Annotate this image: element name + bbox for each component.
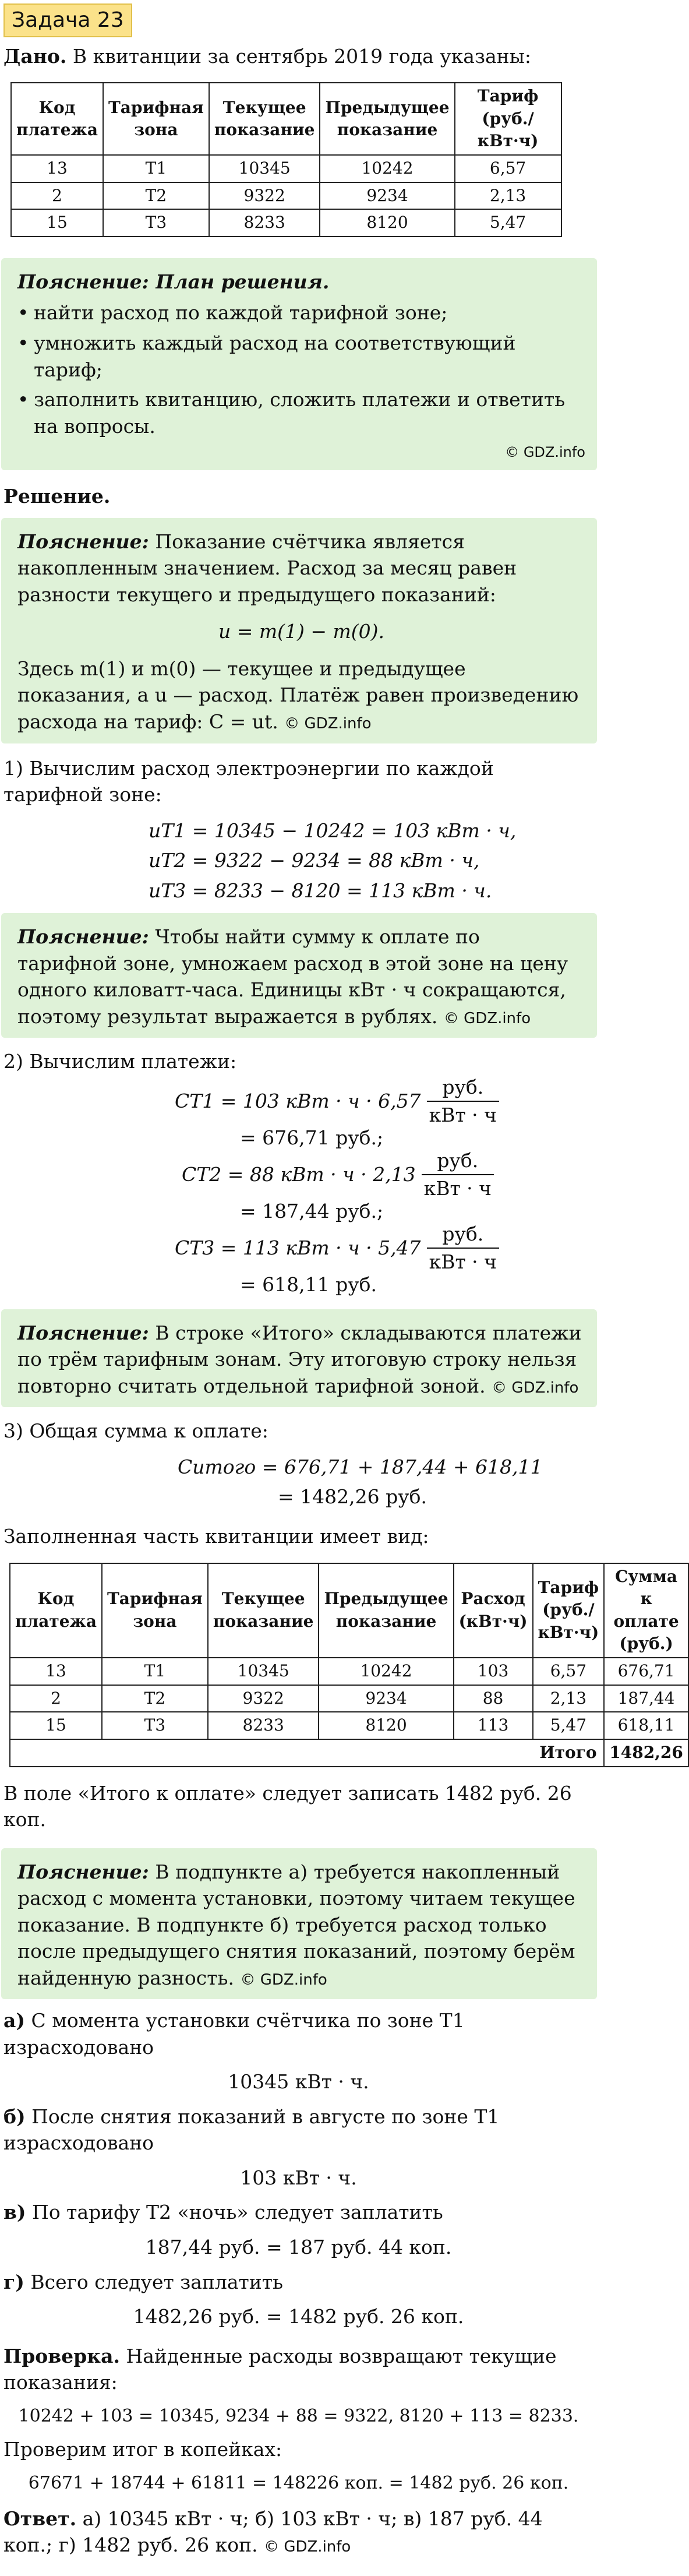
table-header-row	[11, 83, 561, 155]
table-cell: 187,44	[604, 1685, 688, 1712]
table-cell: 2,13	[533, 1685, 605, 1712]
unit-den: кВт · ч	[423, 1176, 492, 1200]
filled-label: Заполненная часть квитанции имеет вид:	[3, 1525, 429, 1548]
table-cell: 103	[454, 1658, 533, 1685]
answer-b-label: б)	[3, 2105, 26, 2128]
table-cell: Т2	[103, 182, 209, 210]
receipt-table-filled	[9, 1563, 689, 1767]
unit-fraction	[427, 1221, 499, 1275]
table-cell: 13	[10, 1658, 102, 1685]
table-cell-empty	[10, 1739, 533, 1767]
unit-fraction	[422, 1147, 494, 1201]
table-cell: 2,13	[455, 182, 561, 210]
table-row	[11, 182, 561, 210]
consumption-formula: u = m(1) − m(0).	[218, 620, 385, 643]
calc-line-t1: uТ1 = 10345 − 10242 = 103 кВт · ч,	[149, 819, 517, 842]
payment-t3-lhs: CТ3 = 113 кВт · ч · 5,47	[175, 1236, 421, 1260]
consumption-calc	[149, 817, 597, 904]
table-cell: 6,57	[533, 1658, 605, 1685]
given-label: Дано.	[3, 44, 67, 68]
answer-a	[3, 2007, 597, 2060]
plan-note	[1, 258, 597, 470]
field-text: В поле «Итого к оплате» следует записать 1482 руб. 26 коп.	[3, 1781, 572, 1831]
table-cell: 10345	[209, 155, 320, 182]
final-text: а) 10345 кВт · ч; б) 103 кВт · ч; в) 187 руб. 44 коп.; г) 1482 руб. 26 коп.	[3, 2507, 543, 2557]
table-row	[10, 1712, 688, 1739]
table-cell: 5,47	[533, 1712, 605, 1739]
table-cell: 2	[10, 1685, 102, 1712]
table-header-cell: Расход (кВт·ч)	[454, 1563, 533, 1658]
check-formula: 10242 + 103 = 10345, 9234 + 88 = 9322, 8120 + 113 = 8233.	[18, 2405, 579, 2426]
answer-a-text: С момента установки счётчика по зоне Т1 израсходовано	[3, 2009, 465, 2059]
table-cell: Т2	[102, 1685, 208, 1712]
table-cell: 676,71	[604, 1658, 688, 1685]
table-header-cell: Код платежа	[10, 1563, 102, 1658]
given-text: В квитанции за сентябрь 2019 года указаны:	[72, 44, 532, 68]
plan-item: • заполнить квитанцию, сложить платежи и ответить на вопросы.	[34, 386, 585, 439]
task-title: Задача 23	[3, 3, 132, 37]
table-cell: 8120	[319, 1712, 453, 1739]
check-text-2: Проверим итог в копейках:	[3, 2438, 282, 2461]
note-text: В подпункте а) требуется накопленный расход с момента установки, поэтому читаем текущее показание. В подпункте б) требуется расход только после предыдущего снятия показаний, поэтому берём найденную разность.	[17, 1860, 575, 1989]
table-header-cell: Сумма к оплате (руб.)	[604, 1563, 688, 1658]
table-cell: 113	[454, 1712, 533, 1739]
payment-t2-row	[175, 1149, 597, 1200]
given-paragraph	[3, 43, 597, 70]
step3-text: 3) Общая сумма к оплате:	[3, 1419, 268, 1443]
table-cell: 9322	[209, 182, 320, 210]
table-cell: 9322	[208, 1685, 319, 1712]
answer-v-text: По тарифу Т2 «ночь» следует заплатить	[32, 2201, 443, 2224]
unit-num: руб.	[422, 1147, 494, 1175]
calc-line-t3: uТ3 = 8233 − 8120 = 113 кВт · ч.	[149, 879, 492, 902]
table-header-cell: Текущее показание	[208, 1563, 319, 1658]
note-text: В строке «Итого» складываются платежи по трём тарифным зонам. Эту итоговую строку нельзя повторно считать отдельной тарифной зоной.	[17, 1321, 582, 1397]
table-row	[11, 209, 561, 237]
payment-t1-row	[175, 1076, 597, 1126]
table-cell: Т1	[102, 1658, 208, 1685]
check-formula-2: 67671 + 18744 + 61811 = 148226 коп. = 1482 руб. 26 коп.	[28, 2472, 569, 2493]
answer-g-text: Всего следует заплатить	[30, 2270, 284, 2293]
note-text: Показание счётчика является накопленным значением. Расход за месяц равен разности текущего и предыдущего показаний:	[17, 530, 517, 606]
final-answer	[3, 2505, 597, 2559]
check-text: Найденные расходы возвращают текущие показания:	[3, 2344, 557, 2394]
answer-g	[3, 2269, 597, 2296]
table-cell: 9234	[319, 1685, 453, 1712]
total-line-2: = 1482,26 руб.	[278, 1485, 427, 1509]
answer-b-value: 103 кВт · ч.	[240, 2166, 357, 2189]
table-cell: 5,47	[455, 209, 561, 237]
unit-den: кВт · ч	[429, 1103, 497, 1126]
note-label: Пояснение:	[17, 1860, 149, 1883]
table-cell: 15	[10, 1712, 102, 1739]
answer-g-value: 1482,26 руб. = 1482 руб. 26 коп.	[133, 2305, 464, 2328]
table-cell: 10242	[319, 1658, 453, 1685]
total-line-1: Cитого = 676,71 + 187,44 + 618,11	[178, 1455, 543, 1478]
table-header-cell: Предыдущее показание	[320, 83, 454, 155]
table-row	[10, 1685, 688, 1712]
payment-t1-result: = 676,71 руб.;	[240, 1126, 384, 1150]
table-header-cell: Текущее показание	[209, 83, 320, 155]
answer-b-text: После снятия показаний в августе по зоне Т1 израсходовано	[3, 2105, 500, 2155]
table-header-cell: Предыдущее показание	[319, 1563, 453, 1658]
table-row	[10, 1658, 688, 1685]
total-calc	[178, 1454, 597, 1510]
answer-v	[3, 2199, 597, 2226]
final-label: Ответ.	[3, 2507, 77, 2530]
table-total-row	[10, 1739, 688, 1767]
table-cell: 8233	[208, 1712, 319, 1739]
answer-v-value: 187,44 руб. = 187 руб. 44 коп.	[145, 2235, 452, 2258]
receipt-table-initial	[10, 82, 562, 237]
note-after-text: Здесь m(1) и m(0) — текущее и предыдущее показания, а u — расход. Платёж равен произведению расхода на тариф: C = ut.	[17, 657, 579, 733]
table-cell: 8233	[209, 209, 320, 237]
unit-num: руб.	[427, 1074, 499, 1102]
table-cell: Т3	[103, 209, 209, 237]
note-label: Пояснение:	[17, 530, 149, 553]
unit-den: кВт · ч	[429, 1250, 497, 1273]
table-cell: 9234	[320, 182, 454, 210]
answer-g-label: г)	[3, 2270, 24, 2293]
note-label: Пояснение:	[17, 1321, 149, 1344]
plan-item: • умножить каждый расход на соответствующий тариф;	[34, 330, 585, 383]
payment-t1-lhs: CТ1 = 103 кВт · ч · 6,57	[175, 1090, 421, 1113]
table-header-cell: Тариф (руб./кВт·ч)	[455, 83, 561, 155]
table-cell: 8120	[320, 209, 454, 237]
explanation-note-3	[1, 1309, 597, 1408]
check-paragraph	[3, 2343, 597, 2396]
note-credit: © GDZ.info	[240, 1971, 327, 1989]
explanation-note-2	[1, 913, 597, 1038]
table-cell: Т3	[102, 1712, 208, 1739]
table-cell: 618,11	[604, 1712, 688, 1739]
step1-text: 1) Вычислим расход электроэнергии по каждой тарифной зоне:	[3, 756, 494, 806]
total-value: 1482,26	[604, 1739, 688, 1767]
unit-fraction	[427, 1074, 499, 1128]
table-cell: 13	[11, 155, 103, 182]
total-label: Итого	[533, 1739, 605, 1767]
table-cell: Т1	[103, 155, 209, 182]
check-label: Проверка.	[3, 2344, 120, 2367]
table-cell: 10242	[320, 155, 454, 182]
note-credit: © GDZ.info	[284, 714, 372, 732]
table-cell: 6,57	[455, 155, 561, 182]
table-header-cell: Тарифная зона	[102, 1563, 208, 1658]
note-text: Чтобы найти сумму к оплате по тарифной зоне, умножаем расход в этой зоне на цену одного киловатт-часа. Единицы кВт · ч сокращаются, поэтому результат выражается в рублях.	[17, 925, 568, 1028]
table-header-cell: Код платежа	[11, 83, 103, 155]
payments-calc	[175, 1076, 597, 1301]
plan-label: Пояснение: План решения.	[17, 270, 330, 293]
solution-label: Решение.	[3, 485, 111, 508]
explanation-note-1	[1, 518, 597, 743]
table-header-cell: Тарифная зона	[103, 83, 209, 155]
note-label: Пояснение:	[17, 925, 149, 949]
table-row	[11, 155, 561, 182]
explanation-note-4	[1, 1848, 597, 2000]
plan-item: • найти расход по каждой тарифной зоне;	[34, 299, 585, 326]
table-cell: 15	[11, 209, 103, 237]
answer-v-label: в)	[3, 2201, 26, 2224]
payment-t2-result: = 187,44 руб.;	[240, 1200, 384, 1223]
note-credit: © GDZ.info	[492, 1379, 579, 1397]
answer-b	[3, 2103, 597, 2156]
plan-credit: © GDZ.info	[505, 444, 585, 461]
table-header-row	[10, 1563, 688, 1658]
plan-list	[17, 299, 585, 439]
step2-text: 2) Вычислим платежи:	[3, 1050, 237, 1073]
payment-t3-result: = 618,11 руб.	[240, 1273, 377, 1296]
table-cell: 88	[454, 1685, 533, 1712]
payment-t3-row	[175, 1222, 597, 1273]
answer-a-label: а)	[3, 2009, 25, 2032]
final-credit: © GDZ.info	[264, 2538, 351, 2556]
calc-line-t2: uТ2 = 9322 − 9234 = 88 кВт · ч,	[149, 849, 480, 872]
table-cell: 2	[11, 182, 103, 210]
table-header-cell: Тариф (руб./ кВт·ч)	[533, 1563, 605, 1658]
note-credit: © GDZ.info	[443, 1009, 531, 1027]
table-cell: 10345	[208, 1658, 319, 1685]
payment-t2-lhs: CТ2 = 88 кВт · ч · 2,13	[182, 1163, 416, 1186]
answer-a-value: 10345 кВт · ч.	[228, 2070, 369, 2094]
unit-num: руб.	[427, 1221, 499, 1249]
